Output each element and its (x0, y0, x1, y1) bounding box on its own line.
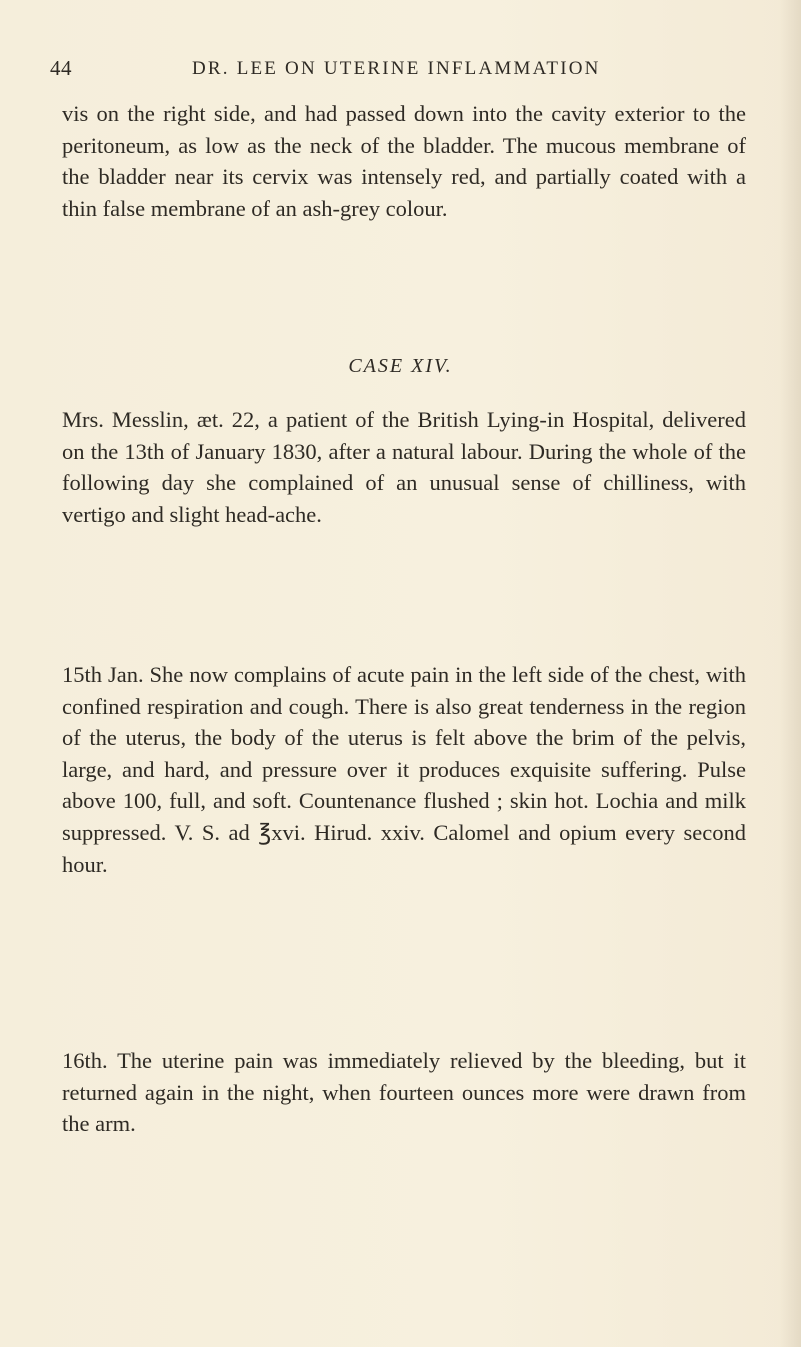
running-head-title: DR. LEE ON UTERINE INFLAMMATION (192, 58, 601, 79)
running-head (50, 56, 750, 86)
case-heading: CASE XIV. (348, 355, 453, 377)
page-number: 44 (50, 56, 72, 80)
paragraph-continuation: vis on the right side, and had passed down into the cavity exterior to the peritoneum, as low as the neck of the bladder. The mucous membrane of the bladder near its cervix was intensely red, and partially coated with a thin false membrane of an ash-grey colour. (62, 101, 746, 221)
paragraph-case-introduction: Mrs. Messlin, æt. 22, a patient of the British Lying-in Hospital, delivered on the 13th of January 1830, after a natural labour. During the whole of the following day she complained of an unusual sense of chilliness, with vertigo and slight head-ache. (62, 407, 746, 527)
paragraph-16th: 16th. The uterine pain was immediately relieved by the bleeding, but it returned again in the night, when fourteen ounces more were drawn from the arm. (62, 1048, 746, 1137)
paragraph-15th-jan: 15th Jan. She now complains of acute pain in the left side of the chest, with confined respiration and cough. There is also great tenderness in the region of the uterus, the body of the uterus is felt above the brim of the pelvis, large, and hard, and pressure over it produces exquisite suffering. Pulse above 100, full, and soft. Countenance flushed ; skin hot. Lochia and milk suppressed. V. S. ad ℥xvi. Hirud. xxiv. Calomel and opium every second hour. (62, 662, 746, 877)
page-edge-shadow (779, 0, 801, 1347)
